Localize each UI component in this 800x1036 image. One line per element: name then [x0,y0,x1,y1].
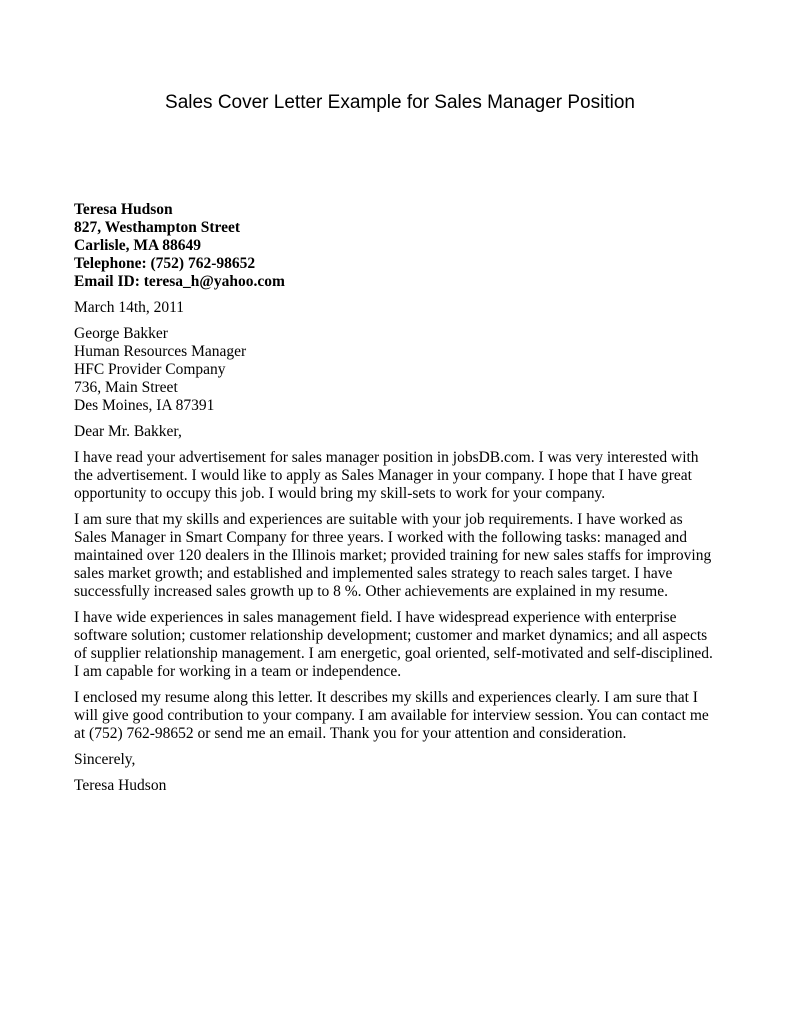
sender-name: Teresa Hudson [74,201,173,218]
paragraph-line: at (752) 762-98652 or send me an email. Thank you for your attention and consideration. [74,725,627,742]
paragraph-line: will give good contribution to your company. I am available for interview session. You can contact me [74,707,709,724]
letter-body [74,201,754,803]
paragraph-line: maintained over 120 dealers in the Illinois market; provided training for new sales staffs for improving [74,547,712,564]
recipient-city: Des Moines, IA 87391 [74,397,215,414]
date-block [74,299,754,317]
recipient-name: George Bakker [74,325,168,342]
sender-email: Email ID: teresa_h@yahoo.com [74,273,285,290]
sender-address-block [74,201,754,291]
body-paragraph-1 [74,449,754,503]
paragraph-line: successfully increased sales growth up to 8 %. Other achievements are explained in my resume. [74,583,668,600]
signature-name: Teresa Hudson [74,777,167,794]
recipient-company: HFC Provider Company [74,361,226,378]
signature-block [74,777,754,795]
paragraph-line: sales market growth; and established and implemented sales strategy to reach sales target. I have [74,565,673,582]
letter-date: March 14th, 2011 [74,299,185,316]
paragraph-line: I have wide experiences in sales management field. I have widespread experience with enterprise [74,609,677,626]
paragraph-line: software solution; customer relationship development; customer and market dynamics; and all aspects [74,627,708,644]
page-title: Sales Cover Letter Example for Sales Manager Position [165,92,635,113]
paragraph-line: I enclosed my resume along this letter. It describes my skills and experiences clearly. I am sure that I [74,689,698,706]
paragraph-line: opportunity to occupy this job. I would bring my skill-sets to work for your company. [74,485,606,502]
paragraph-line: I am sure that my skills and experiences are suitable with your job requirements. I have worked as [74,511,683,528]
body-paragraph-4 [74,689,754,743]
paragraph-line: I am capable for working in a team or independence. [74,663,402,680]
paragraph-line: I have read your advertisement for sales manager position in jobsDB.com. I was very interested with [74,449,699,466]
body-paragraph-3 [74,609,754,681]
paragraph-line: the advertisement. I would like to apply as Sales Manager in your company. I hope that I have great [74,467,692,484]
paragraph-line: Sales Manager in Smart Company for three years. I worked with the following tasks: managed and [74,529,687,546]
paragraph-line: of supplier relationship management. I am energetic, goal oriented, self-motivated and self-disciplined. [74,645,713,662]
sender-city: Carlisle, MA 88649 [74,237,201,254]
recipient-address-block [74,325,754,415]
salutation-block [74,423,754,441]
salutation: Dear Mr. Bakker, [74,423,182,440]
sender-street: 827, Westhampton Street [74,219,241,236]
sender-telephone: Telephone: (752) 762-98652 [74,255,256,272]
closing: Sincerely, [74,751,136,768]
closing-block [74,751,754,769]
body-paragraph-2 [74,511,754,601]
recipient-street: 736, Main Street [74,379,178,396]
recipient-title: Human Resources Manager [74,343,247,360]
